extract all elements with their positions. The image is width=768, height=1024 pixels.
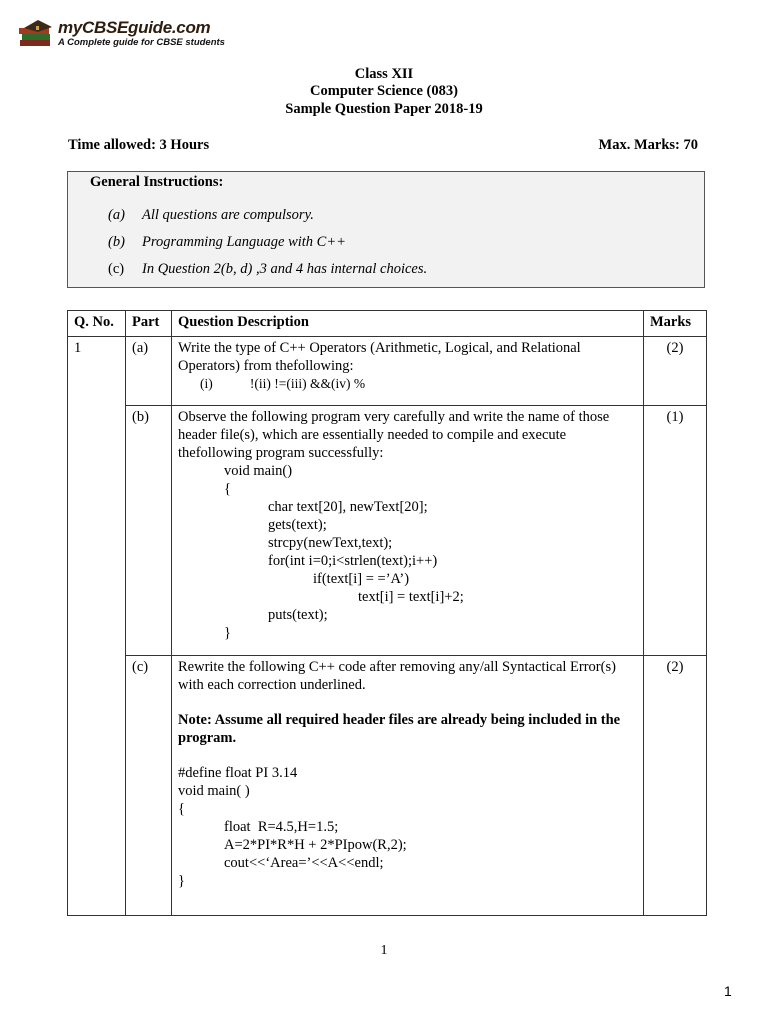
table-row [68, 656, 707, 916]
brand-my: my [58, 18, 82, 37]
code-line: char text[20], newText[20]; [268, 499, 428, 515]
description-line: Rewrite the following C++ code after removing any/all Syntactical Error(s) [178, 659, 616, 675]
code-line: } [224, 625, 231, 641]
header-qno: Q. No. [68, 311, 126, 337]
general-instructions-box [67, 171, 705, 288]
question-table [67, 310, 707, 916]
logo-brand [58, 18, 210, 38]
operator-options: (i) !(ii) !=(iii) &&(iv) % [200, 376, 366, 391]
question-description [172, 337, 644, 406]
code-line: } [178, 873, 185, 889]
instruction-label: (c) [108, 261, 125, 277]
subject-title: Computer Science (083) [310, 83, 458, 99]
question-number: 1 [68, 337, 126, 916]
site-logo [18, 16, 225, 56]
brand-cbse: CBSE [81, 18, 129, 37]
code-line: void main() [224, 463, 293, 479]
code-line: #define float PI 3.14 [178, 765, 298, 781]
code-line: A=2*PI*R*H + 2*PIpow(R,2); [224, 837, 407, 853]
code-line: float R=4.5,H=1.5; [224, 819, 339, 835]
table-header-row [68, 311, 707, 337]
part-label: (b) [126, 406, 172, 656]
instruction-text: Programming Language with C++ [142, 234, 346, 250]
instruction-item [108, 261, 427, 278]
instructions-heading: General Instructions: [90, 174, 224, 190]
question-description [172, 656, 644, 916]
instruction-text: All questions are compulsory. [142, 207, 314, 223]
description-line: thefollowing program successfully: [178, 445, 384, 461]
time-allowed: Time allowed: 3 Hours [68, 137, 210, 153]
marks-value: (2) [644, 656, 707, 916]
question-description [172, 406, 644, 656]
description-line: with each correction underlined. [178, 677, 366, 693]
instruction-label: (a) [108, 207, 125, 223]
instruction-item [108, 234, 346, 251]
code-line: { [178, 801, 185, 817]
header-description: Question Description [172, 311, 644, 337]
marks-value: (1) [644, 406, 707, 656]
code-line: if(text[i] = =’A’) [313, 571, 410, 587]
instruction-text: In Question 2(b, d) ,3 and 4 has internal choices. [142, 261, 428, 277]
viewer-page-number: 1 [724, 983, 732, 999]
code-line: strcpy(newText,text); [268, 535, 393, 551]
description-line: Write the type of C++ Operators (Arithmetic, Logical, and Relational [178, 340, 581, 356]
code-line: { [224, 481, 231, 497]
header-part: Part [126, 311, 172, 337]
instruction-label: (b) [108, 234, 125, 250]
max-marks: Max. Marks: 70 [598, 137, 698, 153]
note-line: Note: Assume all required header files are already being included in the [178, 712, 621, 728]
code-line: cout<<‘Area=’<<A<<endl; [224, 855, 384, 871]
instruction-item [108, 207, 314, 224]
description-line: header file(s), which are essentially needed to compile and execute [178, 427, 567, 443]
header-marks: Marks [644, 311, 707, 337]
brand-rest: guide.com [128, 18, 211, 37]
logo-tagline: A Complete guide for CBSE students [58, 37, 225, 48]
marks-value: (2) [644, 337, 707, 406]
code-line: gets(text); [268, 517, 327, 533]
description-line: Observe the following program very carefully and write the name of those [178, 409, 610, 425]
table-row [68, 406, 707, 656]
page-number: 1 [380, 943, 388, 958]
description-line: Operators) from thefollowing: [178, 358, 354, 374]
part-label: (c) [126, 656, 172, 916]
table-row [68, 337, 707, 406]
code-line: text[i] = text[i]+2; [358, 589, 464, 605]
note-line: program. [178, 730, 237, 746]
books-icon [18, 18, 56, 50]
class-title: Class XII [354, 66, 414, 82]
code-line: puts(text); [268, 607, 328, 623]
code-line: void main( ) [178, 783, 250, 799]
paper-title: Sample Question Paper 2018-19 [285, 101, 483, 117]
code-line: for(int i=0;i<strlen(text);i++) [268, 553, 438, 569]
part-label: (a) [126, 337, 172, 406]
